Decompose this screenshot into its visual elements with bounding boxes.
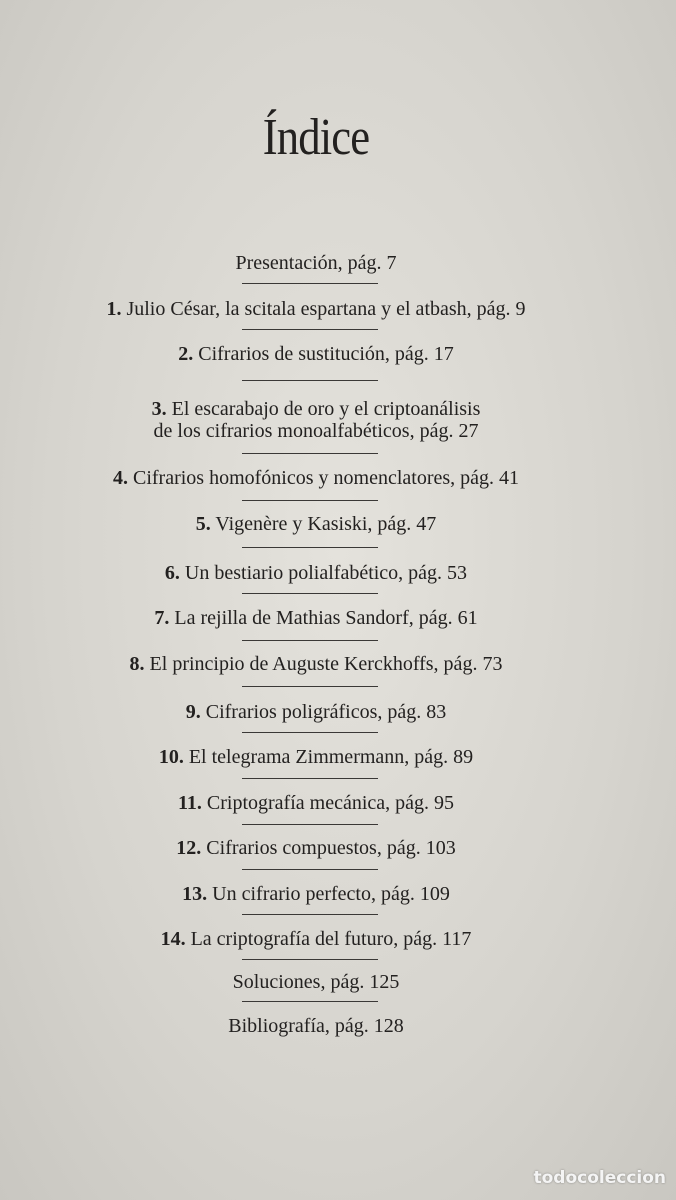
entry-text: Julio César, la scitala espartana y el atbash, pág. 9 — [126, 298, 526, 320]
toc-entry-4 — [0, 466, 632, 490]
entry-number: 1. — [106, 298, 122, 320]
entry-number: 2. — [178, 343, 194, 365]
toc-entry-6 — [0, 561, 632, 585]
entry-number: 7. — [154, 607, 170, 629]
toc-entry-13 — [0, 882, 632, 906]
entry-number: 4. — [112, 467, 128, 489]
divider — [242, 959, 378, 960]
toc-entry-3 — [0, 397, 632, 421]
divider — [242, 686, 378, 687]
entry-text: Soluciones, pág. 125 — [232, 971, 400, 993]
toc-entry-presentacion — [0, 251, 632, 275]
toc-entry-5 — [0, 512, 632, 536]
divider — [242, 869, 378, 870]
entry-text: Bibliografía, pág. 128 — [228, 1015, 404, 1037]
toc-entry-10 — [0, 745, 632, 769]
entry-number: 12. — [176, 837, 202, 859]
divider — [242, 593, 378, 594]
entry-text: Cifrarios de sustitución, pág. 17 — [198, 343, 454, 365]
entry-text: Un bestiario polialfabético, pág. 53 — [184, 562, 468, 584]
divider — [242, 778, 378, 779]
toc-entry-1 — [0, 297, 632, 321]
entry-text: Cifrarios homofónicos y nomenclatores, pág. 41 — [132, 467, 520, 489]
divider — [242, 380, 378, 381]
divider — [242, 329, 378, 330]
divider — [242, 1001, 378, 1002]
divider — [242, 283, 378, 284]
toc-entry-9 — [0, 700, 632, 724]
entry-text: Cifrarios poligráficos, pág. 83 — [205, 701, 447, 723]
entry-text: La rejilla de Mathias Sandorf, pág. 61 — [174, 607, 478, 629]
toc-entry-11 — [0, 791, 632, 815]
entry-text: Presentación, pág. 7 — [235, 252, 397, 274]
entry-number: 3. — [151, 398, 167, 420]
toc-entry-8 — [0, 652, 632, 676]
entry-number: 5. — [195, 513, 211, 535]
divider — [242, 500, 378, 501]
toc-entry-soluciones — [0, 970, 632, 994]
divider — [242, 824, 378, 825]
entry-text: El telegrama Zimmermann, pág. 89 — [188, 746, 474, 768]
page-title: Índice — [262, 109, 370, 166]
entry-text: La criptografía del futuro, pág. 117 — [190, 928, 472, 950]
entry-number: 13. — [182, 883, 208, 905]
entry-number: 9. — [185, 701, 201, 723]
toc-entry-2 — [0, 342, 632, 366]
entry-text: Cifrarios compuestos, pág. 103 — [206, 837, 456, 859]
divider — [242, 547, 378, 548]
toc-entry-14 — [0, 927, 632, 951]
entry-text: El principio de Auguste Kerckhoffs, pág. 73 — [149, 653, 503, 675]
toc-entry-7 — [0, 606, 632, 630]
entry-number: 8. — [129, 653, 145, 675]
watermark-logo: todocoleccion — [533, 1168, 666, 1188]
divider — [242, 732, 378, 733]
entry-text: de los cifrarios monoalfabéticos, pág. 27 — [153, 420, 479, 442]
toc-entry-12 — [0, 836, 632, 860]
divider — [242, 914, 378, 915]
divider — [242, 640, 378, 641]
entry-number: 14. — [160, 928, 186, 950]
entry-number: 10. — [158, 746, 184, 768]
entry-number: 6. — [164, 562, 180, 584]
entry-text: Un cifrario perfecto, pág. 109 — [212, 883, 450, 905]
entry-number: 11. — [177, 792, 202, 814]
entry-text: Criptografía mecánica, pág. 95 — [206, 792, 455, 814]
toc-entry-3-continuation — [0, 419, 632, 443]
divider — [242, 453, 378, 454]
toc-entry-bibliografia — [0, 1014, 632, 1038]
entry-text: Vigenère y Kasiski, pág. 47 — [215, 513, 437, 535]
entry-text: El escarabajo de oro y el criptoanálisis — [171, 398, 481, 420]
